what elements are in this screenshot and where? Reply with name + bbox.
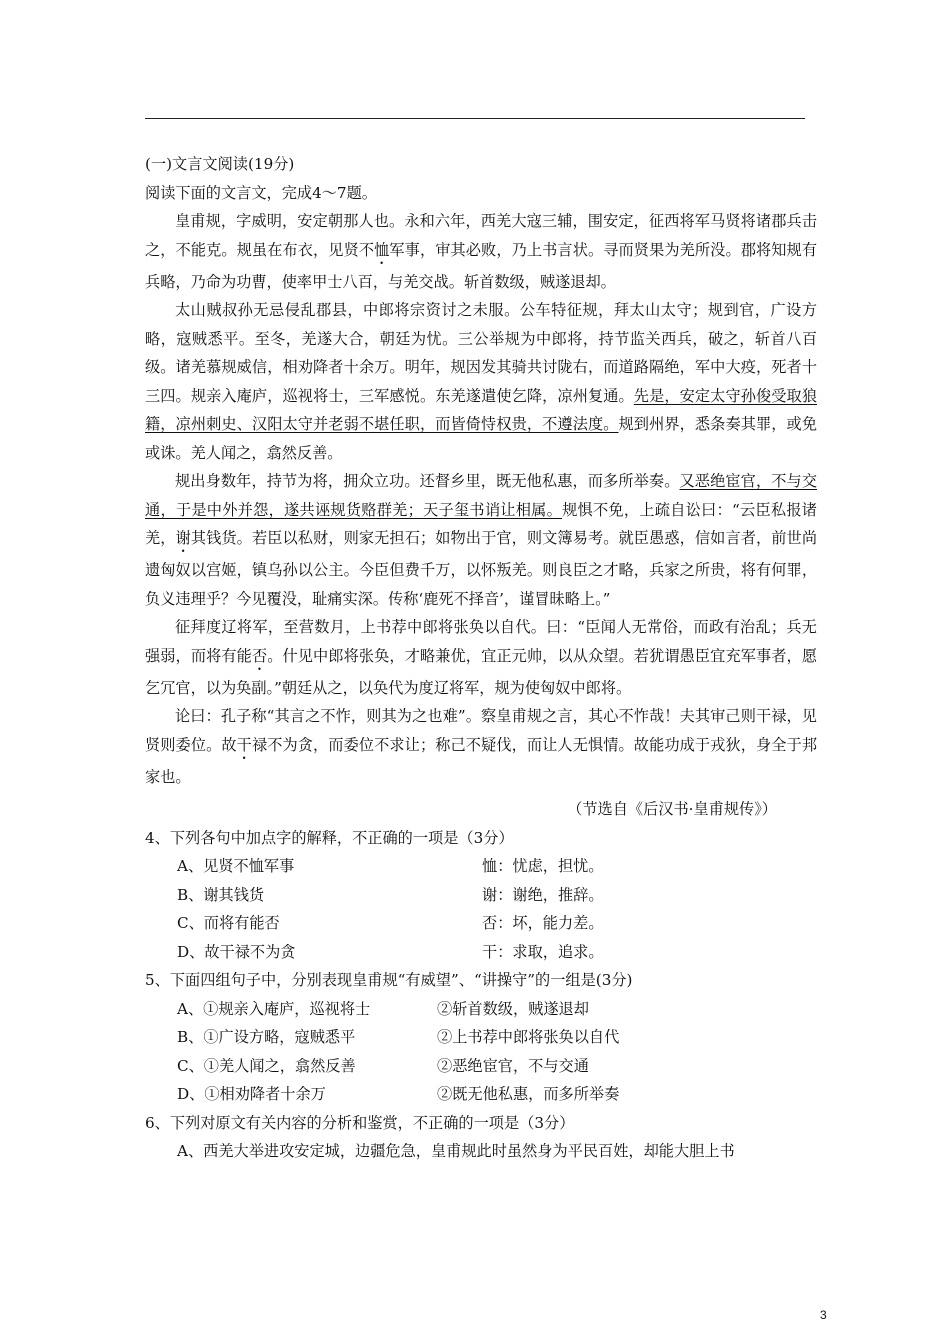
- question-6-stem: 6、下列对原文有关内容的分析和鉴赏，不正确的一项是（3分）: [145, 1113, 575, 1132]
- option-second: ②恶绝宦官，不与交通: [437, 1056, 589, 1075]
- option-text: D、故干禄不为贪: [177, 942, 296, 961]
- option-text: C、而将有能否: [177, 914, 280, 932]
- text-run: 规出身数年，持节为将，拥众立功。还督乡里，既无他私惠，而多所举奏。: [175, 472, 680, 490]
- text-run: 禄不为贪，而委位不求让；称己不疑伐，而让人无惧情。故能功成于戎狄，身全于邦家也。: [145, 735, 818, 786]
- question-5-stem: 5、下面四组句子中，分别表现皇甫规“有威望”、“讲操守”的一组是(3分): [145, 971, 633, 989]
- text-run: 论曰：孔子称“其言之不怍，则其为之也难”。察皇甫规之言，其心不怍哉！夫其审己则干禄，见贤则委位。故: [145, 707, 817, 754]
- question-4-option: [145, 938, 817, 967]
- document-body: [145, 150, 817, 1166]
- passage-paragraph-4: [145, 613, 817, 702]
- question-4-option: [145, 909, 817, 938]
- option-second: ②上书荐中郎将张奂以自代: [437, 1028, 620, 1046]
- question-5-option: [145, 1052, 817, 1081]
- option-first: D、①相劝降者十余万: [177, 1085, 326, 1103]
- section-title: (一)文言文阅读(19分): [145, 155, 295, 173]
- underlined-sentence: 先是，安定太守孙俊受取狼籍，凉州刺史、汉阳太守并老弱不堪任职，而皆倚恃权贵，不遵法度。: [145, 386, 818, 433]
- emphasized-char: 干: [236, 735, 252, 754]
- question-5-option: [145, 1080, 817, 1109]
- option-gloss: 恤：忧虑，担忧。: [482, 857, 604, 875]
- emphasized-char: 否: [251, 646, 268, 665]
- option-text: A、见贤不恤军事: [177, 857, 295, 875]
- option-first: C、①羌人闻之，翕然反善: [177, 1056, 356, 1075]
- question-5-option: [145, 1023, 817, 1052]
- instruction: 阅读下面的文言文，完成4～7题。: [145, 183, 377, 202]
- passage-paragraph-3: [145, 467, 817, 613]
- option-first: A、①规亲入庵庐，巡视将士: [177, 999, 371, 1018]
- question-4-option: [145, 881, 817, 910]
- question-4-stem: 4、下列各句中加点字的解释，不正确的一项是（3分）: [145, 828, 514, 847]
- text-run: 军事，审其必败，乃上书言状。寻而贤果为羌所没。郡将知规有兵略，乃命为功曹，使率甲士八百，与羌交战。斩首数级，贼遂退却。: [145, 240, 818, 291]
- text-run: 皇甫规，字威明，安定朝那人也。永和六年，西羌大寇三辅，围安定，征西将军马贤将诸郡兵击之，不能克。规虽在布衣，见贤不: [145, 212, 817, 259]
- option-gloss: 谢：谢绝，推辞。: [482, 885, 604, 904]
- passage-paragraph-5: [145, 702, 817, 791]
- text-run: 。什见中郎将张奂，才略兼优，宜正元帅，以从众望。若犹谓愚臣宜充军事者，愿乞冗官，以为奂副。”朝廷从之，以奂代为度辽将军，规为使匈奴中郎将。: [145, 646, 818, 697]
- option-first: B、①广设方略，寇贼悉平: [177, 1028, 356, 1046]
- option-text: B、谢其钱货: [177, 885, 265, 904]
- passage-paragraph-2: [145, 296, 817, 467]
- option-second: ②斩首数级，贼遂退却: [437, 999, 589, 1018]
- option-gloss: 干：求取，追求。: [482, 942, 604, 961]
- question-5-option: [145, 995, 817, 1024]
- underlined-sentence: 又恶绝宦官，不与交通，于是中外并怨，遂共诬规货赂群羌；天子玺书诮让相属。: [145, 472, 818, 519]
- question-4-option: [145, 852, 817, 881]
- text-run: 征拜度辽将军，至营数月，上书荐中郎将张奂以自代。曰：“臣闻人无常俗，而政有治乱；兵无强弱，而将有能: [145, 618, 817, 665]
- text-run: 太山贼叔孙无忌侵乱郡县，中郎将宗资讨之未服。公车特征规，拜太山太守；规到官，广设方略，寇贼悉平。至冬，羌遂大合，朝廷为忧。三公举规为中郎将，持节监关西兵，破之，斩首八百级。诸羌慕规威信，相劝降者十余万。明年，规因发其骑共讨陇右，而道路隔绝，军中大疫，死者十三四。规亲入庵庐，巡视将士，三军感悦。东羌遂遣使乞降，凉州复通。: [145, 301, 817, 405]
- option-gloss: 否：坏，能力差。: [482, 914, 604, 932]
- header-rule: [145, 118, 805, 119]
- question-6-option-a: A、西羌大举进攻安定城，边疆危急，皇甫规此时虽然身为平民百姓，却能大胆上书: [177, 1142, 735, 1160]
- passage-source: （节选自《后汉书·皇甫规传》）: [567, 800, 777, 818]
- text-run: 规到州界，悉条奏其罪，或免或诛。羌人闻之，翕然反善。: [145, 415, 818, 462]
- page-number: 3: [820, 1308, 827, 1322]
- option-second: ②既无他私惠，而多所举奏: [437, 1085, 620, 1103]
- text-run: 规惧不免，上疏自讼曰：“云臣私报诸羌，: [145, 500, 817, 547]
- passage-paragraph-1: [145, 207, 817, 296]
- emphasized-char: 谢: [175, 529, 191, 547]
- emphasized-char: 恤: [374, 240, 390, 259]
- text-run: 其钱货。若臣以私财，则家无担石；如物出于官，则文簿易考。就臣愚惑，信如言者，前世尚遗匈奴以宫姬，镇乌孙以公主。今臣但费千万，以怀叛羌。则良臣之才略，兵家之所贵，将有何罪，负义违理乎？今见覆没，耻痛实深。传称‘鹿死不择音’，谨冒昧略上。”: [145, 529, 818, 608]
